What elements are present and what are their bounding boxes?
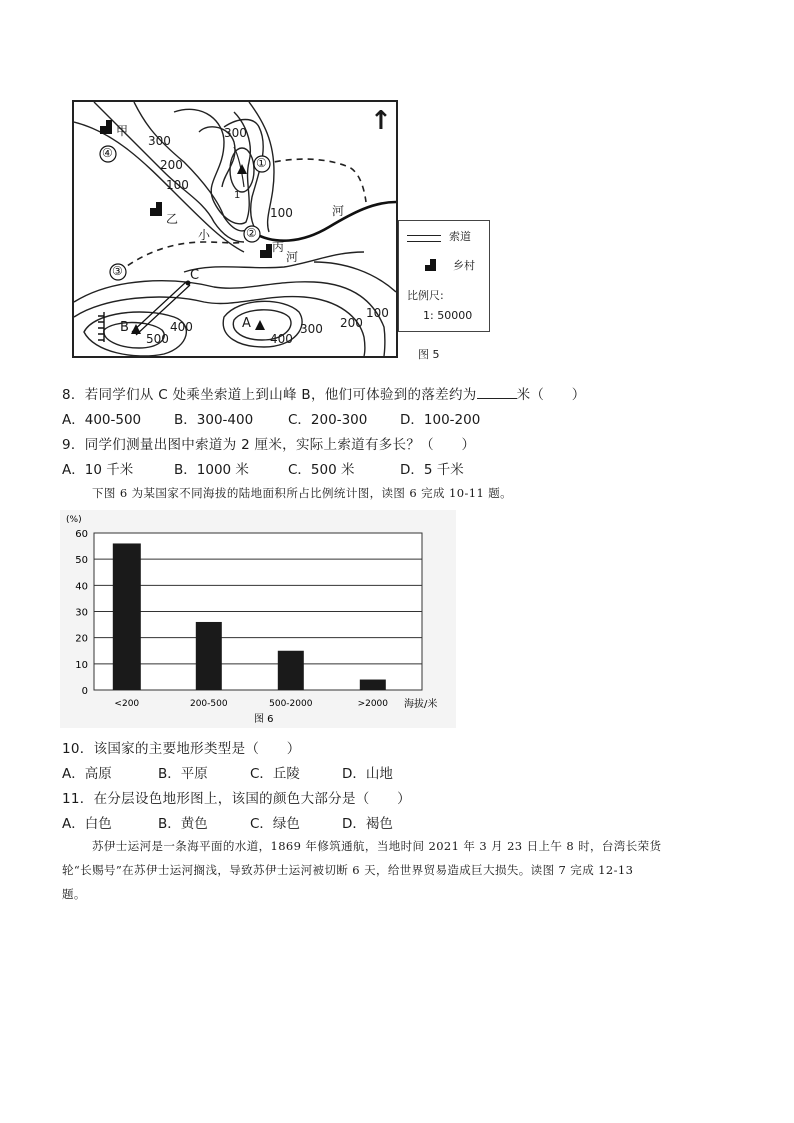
q8-option-a: A．400-500 [62, 412, 142, 428]
chart-y-tick-label: 60 [75, 529, 88, 540]
q8-option-b: B．300-400 [174, 412, 254, 428]
contour-label: 1 [234, 190, 241, 201]
intro-12-13-line2: 轮“长赐号”在苏伊士运河搁浅，导致苏伊士运河被切断 6 天，给世界贸易造成巨大损失。读图 7 完成 12-13 [62, 863, 634, 877]
question-8-tail: 米（ ） [516, 387, 586, 403]
question-8-text: 8．若同学们从 C 处乘坐索道上到山峰 B，他们可体验到的落差约为 [62, 387, 477, 403]
contour-label: 400 [270, 332, 293, 346]
contour-map [72, 100, 398, 358]
chart-bar [360, 680, 386, 690]
q8-option-d: D．100-200 [400, 412, 481, 428]
q10-option-b: B．平原 [158, 766, 208, 782]
chart-x-tick-label: 200-500 [189, 699, 228, 709]
chart-bar [113, 543, 141, 690]
chart-bar [196, 622, 222, 690]
question-11: 11．在分层设色地形图上，该国的颜色大部分是（ ） [62, 791, 411, 807]
contour-label: 200 [160, 158, 183, 172]
contour-label: 200 [340, 316, 363, 330]
legend-village-label: 乡村 [453, 259, 475, 272]
chart-x-tick-label: <200 [114, 699, 140, 709]
question-10: 10．该国家的主要地形类型是（ ） [62, 741, 301, 757]
marker-1: ① [256, 156, 267, 170]
point-c: C [190, 268, 200, 283]
chart-y-tick-label: 30 [75, 607, 88, 619]
bar-chart-svg [60, 510, 456, 728]
chart-bar [278, 651, 304, 690]
intro-12-13-line1: 苏伊士运河是一条海平面的水道，1869 年修筑通航，当地时间 2021 年 3 月 23 日上午 8 时，台湾长荣货 [92, 839, 662, 853]
q9-option-d: D．5 千米 [400, 462, 464, 478]
contour-label: 300 [224, 126, 247, 140]
ropeway-symbol-icon [407, 235, 441, 242]
legend-scale-label: 比例尺: [407, 289, 444, 302]
intro-10-11: 下图 6 为某国家不同海拔的陆地面积所占比例统计图，读图 6 完成 10-11 题。 [92, 486, 513, 500]
contour-label: 100 [270, 206, 293, 220]
contour-label: 300 [300, 322, 323, 336]
chart-y-tick-label: 10 [75, 659, 88, 671]
contour-label: 100 [366, 306, 389, 320]
q9-option-a: A．10 千米 [62, 462, 134, 478]
chart-y-axis-label: (%) [66, 515, 82, 525]
q11-option-a: A．白色 [62, 816, 112, 832]
q10-option-a: A．高原 [62, 766, 112, 782]
q9-option-b: B．1000 米 [174, 462, 249, 478]
intro-12-13-line3: 题。 [62, 887, 86, 901]
point-b: B [120, 320, 129, 335]
q11-option-c: C．绿色 [250, 816, 300, 832]
marker-2: ② [246, 226, 257, 240]
bar-chart [60, 510, 456, 728]
chart-x-axis-label: 海拔/米 [404, 699, 438, 710]
contour-label: 400 [170, 320, 193, 334]
river-label: 河 [332, 204, 345, 218]
question-8 [62, 383, 586, 403]
contour-label: 100 [166, 178, 189, 192]
marker-4: ④ [102, 146, 113, 160]
chart-title: 图 6 [254, 714, 274, 725]
chart-y-tick-label: 50 [75, 555, 88, 567]
q9-option-c: C．500 米 [288, 462, 355, 478]
legend-ropeway-label: 索道 [449, 230, 471, 243]
village-symbol-icon [425, 257, 439, 271]
point-a: A [242, 316, 251, 331]
q11-option-b: B．黄色 [158, 816, 208, 832]
answer-blank [477, 386, 517, 399]
village-bing: 丙 [272, 240, 285, 254]
contour-label: 300 [148, 134, 171, 148]
q8-option-c: C．200-300 [288, 412, 368, 428]
q11-option-d: D．褐色 [342, 816, 393, 832]
north-arrow-icon: ↑ [370, 106, 392, 136]
village-jia: 甲 [116, 124, 129, 138]
chart-y-tick-label: 20 [75, 633, 88, 645]
chart-y-tick-label: 0 [81, 686, 88, 697]
chart-x-tick-label: >2000 [357, 699, 389, 709]
q10-option-c: C．丘陵 [250, 766, 300, 782]
chart-y-tick-label: 40 [75, 581, 88, 593]
marker-3: ③ [112, 264, 123, 278]
river-label: 小 [198, 228, 211, 242]
chart-x-tick-label: 500-2000 [269, 699, 313, 709]
map-legend [398, 220, 490, 332]
contour-label: 500 [146, 332, 169, 346]
question-9: 9．同学们测量出图中索道为 2 厘米，实际上索道有多长？（ ） [62, 437, 476, 453]
legend-scale-value: 1: 50000 [423, 309, 473, 322]
village-yi: 乙 [166, 212, 179, 226]
q10-option-d: D．山地 [342, 766, 393, 782]
figure-5-caption: 图 5 [418, 348, 440, 361]
river-label: 河 [286, 250, 299, 264]
